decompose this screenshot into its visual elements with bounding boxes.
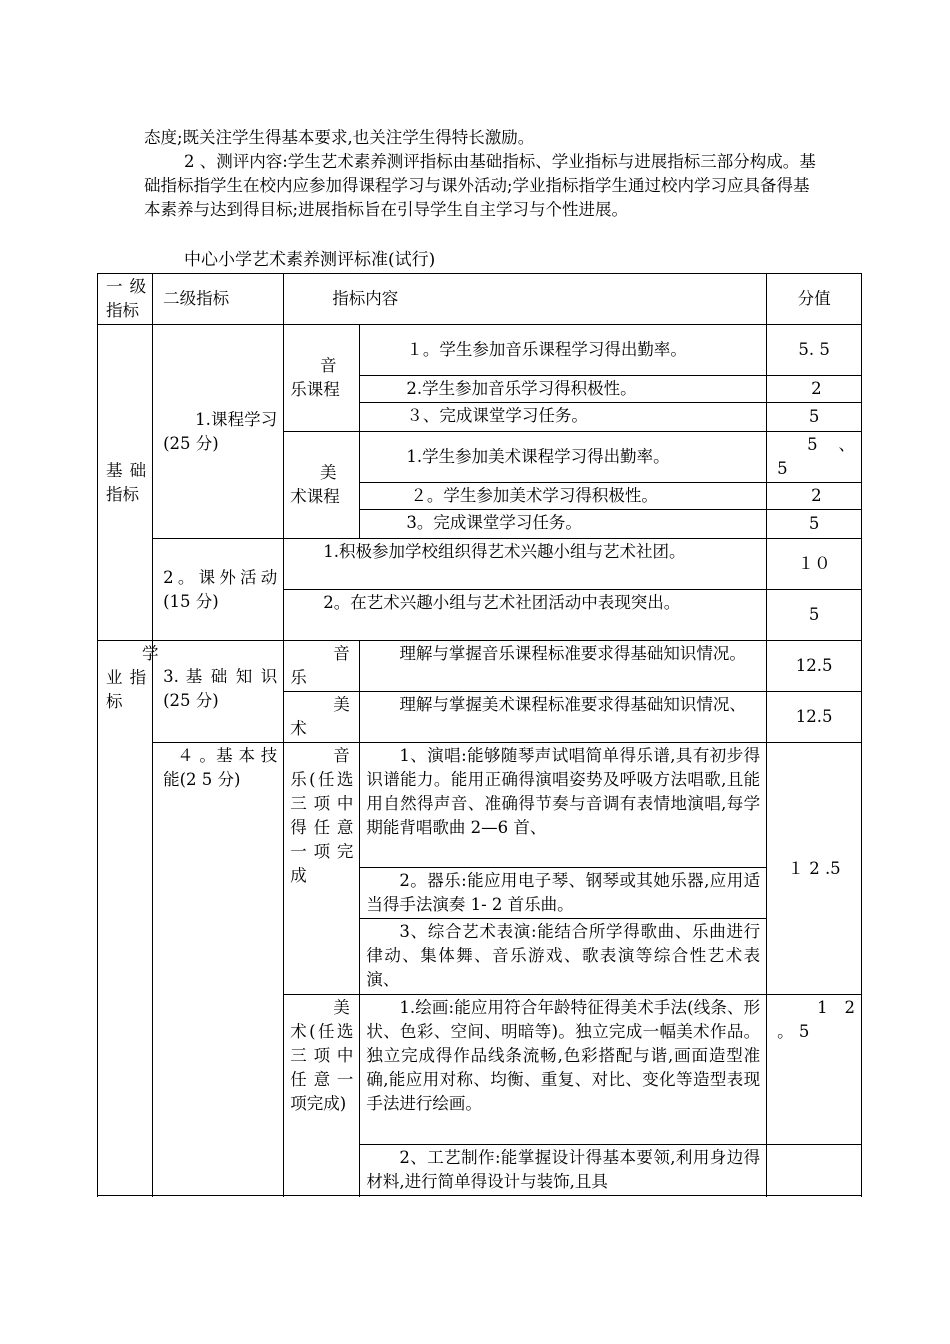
intro-paragraph: 2 、测评内容:学生艺术素养测评指标由基础指标、学业指标与进展指标三部分构成。基础指标指学生在校内应参加得课程学习与课外活动;学业指标指学生通过校内学习应具备得基本素养与达到得目标;进展指标旨在引导学生自主学习与个性进展。	[144, 152, 816, 219]
level2-skills: ４ 。基 本 技能(2 5 分)	[153, 743, 284, 1196]
header-level2: 二级指标	[153, 274, 284, 325]
music-course-label: 音 乐课程	[284, 325, 360, 432]
score-cell: 5	[767, 403, 862, 432]
table-row	[98, 325, 862, 376]
table-caption: 中心小学艺术素养测评标准(试行)	[184, 250, 436, 270]
level2-knowledge: 3. 基 础 知 识(25 分)	[153, 641, 284, 743]
content-cell: ２。学生参加美术学习得积极性。	[360, 483, 767, 510]
level2-extra: 2。课外活动(15 分)	[153, 539, 284, 641]
content-cell: 3、综合艺术表演:能结合所学得歌曲、乐曲进行律动、集体舞、音乐游戏、歌表演等综合性艺术表演、	[360, 919, 767, 995]
content-cell: ３、完成课堂学习任务。	[360, 403, 767, 432]
content-cell: 1.绘画:能应用符合年龄特征得美术手法(线条、形状、色彩、空间、明暗等)。独立完成一幅美术作品。独立完成得作品线条流畅,色彩搭配与谐,画面造型准确,能应用对称、均衡、重复、对比、变化等造型表现手法进行绘画。	[360, 995, 767, 1145]
content-cell: 2.学生参加音乐学习得积极性。	[360, 376, 767, 403]
score-cell: 2	[767, 483, 862, 510]
header-score: 分值	[767, 274, 862, 325]
skills-art-label: 美 术(任选三 项 中任 意 一项完成)	[284, 995, 360, 1196]
content-cell: 2。器乐:能应用电子琴、钢琴或其她乐器,应用适当得手法演奏 1- 2 首乐曲。	[360, 868, 767, 919]
content-cell: 1、演唱:能够随琴声试唱简单得乐谱,具有初步得识谱能力。能用正确得演唱姿势及呼吸方法唱歌,且能用自然得声音、准确得节奏与音调有表情地演唱,每学期能背唱歌曲 2—6 首、	[360, 743, 767, 868]
score-cell: 5 、 5	[767, 432, 862, 483]
score-cell: １０	[767, 539, 862, 590]
score-cell: 5. 5	[767, 325, 862, 376]
content-cell: １。学生参加音乐课程学习得出勤率。	[360, 325, 767, 376]
art-course-label: 美 术课程	[284, 432, 360, 539]
level1-basic: 基 础 指标	[98, 325, 153, 641]
content-cell: 1.积极参加学校组织得艺术兴趣小组与艺术社团。	[284, 539, 767, 590]
table-row	[98, 743, 862, 868]
score-cell: 1 2 。 5	[767, 995, 862, 1145]
score-cell: 12.5	[767, 641, 862, 692]
table-row	[98, 539, 862, 590]
score-cell: 2	[767, 376, 862, 403]
content-cell: 1.学生参加美术课程学习得出勤率。	[360, 432, 767, 483]
table-header-row	[98, 274, 862, 325]
content-cell: 2、工艺制作:能掌握设计得基本要领,利用身边得材料,进行简单得设计与装饰,且具	[360, 1145, 767, 1196]
content-cell: 3。完成课堂学习任务。	[360, 510, 767, 539]
header-content: 指标内容	[284, 274, 767, 325]
knowledge-music-label: 音 乐	[284, 641, 360, 692]
intro-line: 态度;既关注学生得基本要求,也关注学生得特长激励。	[144, 128, 535, 147]
content-cell: 理解与掌握音乐课程标准要求得基础知识情况。	[360, 641, 767, 692]
skills-music-label: 音 乐(任选三 项 中得 任 意一 项 完成	[284, 743, 360, 995]
score-cell: 5	[767, 590, 862, 641]
content-cell: 理解与掌握美术课程标准要求得基础知识情况、	[360, 692, 767, 743]
score-cell: １ 2 .5	[767, 743, 862, 995]
table-row	[98, 641, 862, 692]
header-level1: 一 级指标	[98, 274, 153, 325]
score-cell: 5	[767, 510, 862, 539]
evaluation-table	[97, 273, 862, 1196]
knowledge-art-label: 美 术	[284, 692, 360, 743]
score-cell: 12.5	[767, 692, 862, 743]
score-cell-empty	[767, 1145, 862, 1196]
level1-academic: 学 业 指标	[98, 641, 153, 1196]
content-cell: 2。在艺术兴趣小组与艺术社团活动中表现突出。	[284, 590, 767, 641]
level2-course: 1.课程学习(25 分)	[153, 325, 284, 539]
